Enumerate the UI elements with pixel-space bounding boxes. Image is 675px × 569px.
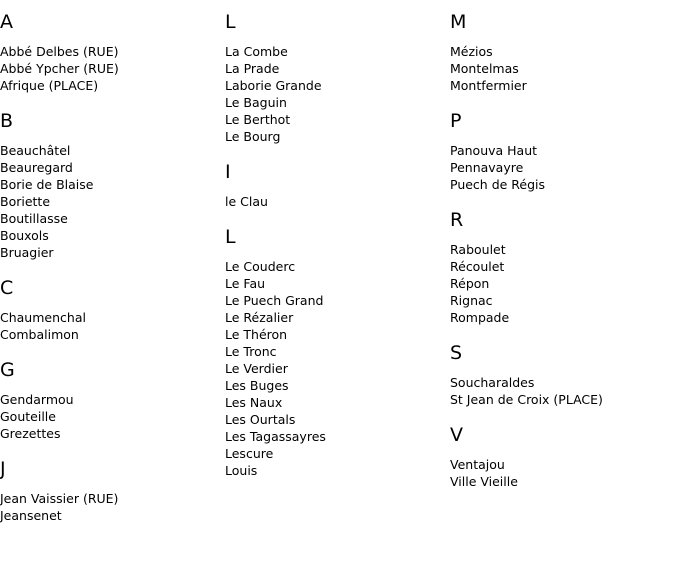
index-column-2 (225, 11, 447, 479)
street-item[interactable]: Les Ourtals (225, 412, 296, 427)
letter-group (450, 110, 672, 193)
street-item[interactable]: Beauchâtel (0, 143, 71, 158)
letter-heading: V (450, 424, 463, 446)
street-list (450, 142, 672, 193)
letter-group (0, 458, 222, 524)
letter-group (450, 11, 672, 94)
street-item[interactable]: La Combe (225, 44, 288, 59)
letter-heading: G (0, 359, 15, 381)
street-item[interactable]: Le Bourg (225, 129, 281, 144)
street-item[interactable]: Le Berthot (225, 112, 291, 127)
street-item[interactable]: le Clau (225, 194, 268, 209)
street-list (450, 241, 672, 326)
letter-group (225, 226, 447, 479)
street-item[interactable]: Le Fau (225, 276, 266, 291)
street-list (225, 43, 447, 145)
street-item[interactable]: Récoulet (450, 259, 505, 274)
street-item[interactable]: Le Baguin (225, 95, 287, 110)
street-item[interactable]: Le Couderc (225, 259, 296, 274)
letter-group (225, 161, 447, 210)
street-item[interactable]: Rompade (450, 310, 510, 325)
street-item[interactable]: Montelmas (450, 61, 519, 76)
index-column-1 (0, 11, 222, 524)
street-item[interactable]: Raboulet (450, 242, 506, 257)
letter-group (450, 342, 672, 408)
street-item[interactable]: Montfermier (450, 78, 527, 93)
street-item[interactable]: Abbé Delbes (RUE) (0, 44, 119, 59)
letter-heading: A (0, 11, 13, 33)
street-item[interactable]: Afrique (PLACE) (0, 78, 99, 93)
street-item[interactable]: Louis (225, 463, 258, 478)
street-item[interactable]: Les Naux (225, 395, 283, 410)
street-item[interactable]: Le Théron (225, 327, 288, 342)
street-list (450, 43, 672, 94)
street-list (0, 490, 222, 524)
letter-group (0, 11, 222, 94)
street-item[interactable]: Le Rézalier (225, 310, 294, 325)
street-item[interactable]: Abbé Ypcher (RUE) (0, 61, 119, 76)
street-item[interactable]: Grezettes (0, 426, 61, 441)
street-item[interactable]: Jean Vaissier (RUE) (0, 491, 119, 506)
street-item[interactable]: St Jean de Croix (PLACE) (450, 392, 603, 407)
letter-heading: R (450, 209, 464, 231)
street-item[interactable]: Bouxols (0, 228, 49, 243)
street-item[interactable]: Boutillasse (0, 211, 68, 226)
street-item[interactable]: Les Tagassayres (225, 429, 326, 444)
letter-group (0, 277, 222, 343)
letter-heading: L (225, 11, 236, 33)
street-list (0, 43, 222, 94)
letter-group (0, 359, 222, 442)
street-item[interactable]: Répon (450, 276, 490, 291)
letter-group (450, 209, 672, 326)
index-column-3 (450, 11, 672, 490)
street-item[interactable]: Lescure (225, 446, 274, 461)
street-list (0, 391, 222, 442)
street-list (0, 309, 222, 343)
street-item[interactable]: Bruagier (0, 245, 54, 260)
street-item[interactable]: Jeansenet (0, 508, 62, 523)
street-item[interactable]: Ventajou (450, 457, 505, 472)
street-list (450, 456, 672, 490)
street-item[interactable]: Laborie Grande (225, 78, 322, 93)
street-item[interactable]: Gouteille (0, 409, 56, 424)
street-item[interactable]: Gendarmou (0, 392, 74, 407)
street-item[interactable]: Le Verdier (225, 361, 288, 376)
street-item[interactable]: Borie de Blaise (0, 177, 94, 192)
street-list (225, 258, 447, 479)
street-item[interactable]: Combalimon (0, 327, 79, 342)
letter-heading: L (225, 226, 236, 248)
letter-group (225, 11, 447, 145)
street-list (225, 193, 447, 210)
letter-heading: P (450, 110, 462, 132)
street-item[interactable]: Mézios (450, 44, 493, 59)
street-item[interactable]: Ville Vieille (450, 474, 518, 489)
street-item[interactable]: Soucharaldes (450, 375, 535, 390)
letter-heading: M (450, 11, 467, 33)
street-item[interactable]: Chaumenchal (0, 310, 86, 325)
street-item[interactable]: La Prade (225, 61, 280, 76)
letter-heading: B (0, 110, 14, 132)
letter-heading: I (225, 161, 231, 183)
street-item[interactable]: Le Tronc (225, 344, 277, 359)
street-item[interactable]: Boriette (0, 194, 51, 209)
letter-group (450, 424, 672, 490)
street-item[interactable]: Pennavayre (450, 160, 524, 175)
street-item[interactable]: Les Buges (225, 378, 289, 393)
letter-heading: J (0, 458, 6, 480)
letter-group (0, 110, 222, 261)
street-item[interactable]: Panouva Haut (450, 143, 538, 158)
letter-heading: S (450, 342, 463, 364)
letter-heading: C (0, 277, 14, 299)
street-item[interactable]: Beauregard (0, 160, 73, 175)
street-list (450, 374, 672, 408)
street-item[interactable]: Puech de Régis (450, 177, 546, 192)
street-item[interactable]: Le Puech Grand (225, 293, 324, 308)
street-list (0, 142, 222, 261)
street-item[interactable]: Rignac (450, 293, 493, 308)
